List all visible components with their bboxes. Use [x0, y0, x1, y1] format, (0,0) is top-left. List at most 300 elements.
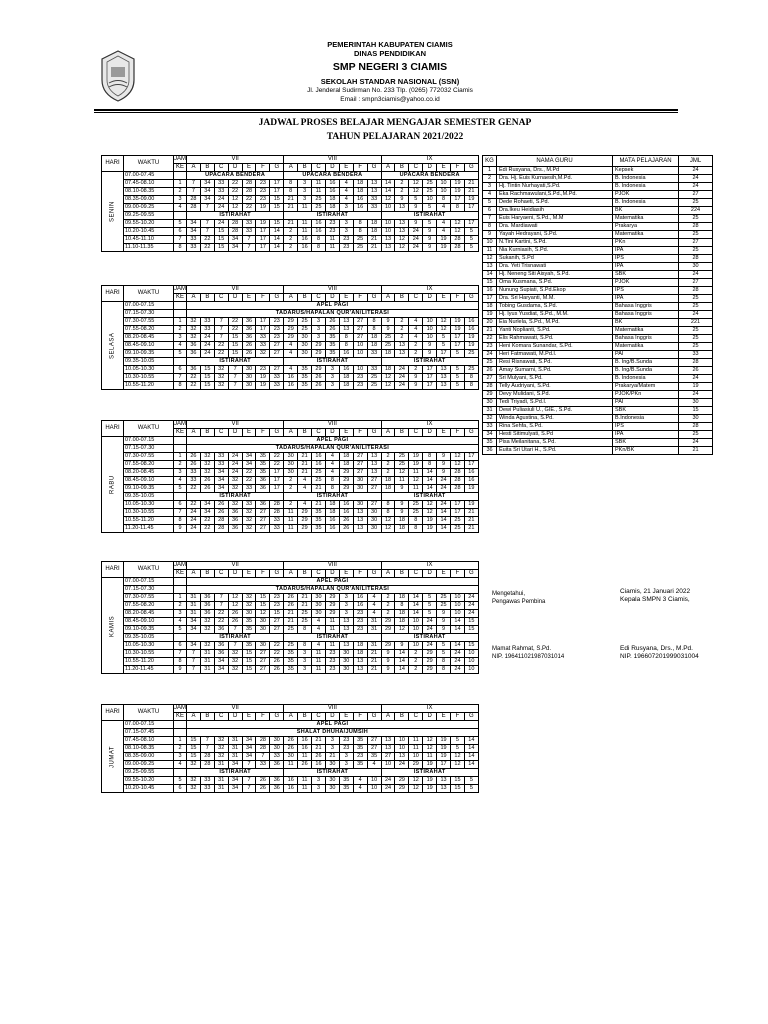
teacher-code-cell: 5 — [464, 785, 478, 793]
teacher-code-cell: 12 — [381, 196, 395, 204]
teacher-code-cell: 19 — [423, 525, 437, 533]
teacher-code-cell: 28 — [242, 180, 256, 188]
teacher-hours: 24 — [679, 167, 713, 175]
teacher-code-cell: 8 — [353, 228, 367, 236]
teacher-code: 33 — [483, 423, 497, 431]
teacher-code-cell: 18 — [325, 196, 339, 204]
teacher-code-cell: 15 — [451, 785, 465, 793]
teacher-code-cell: 25 — [312, 196, 326, 204]
teacher-code-cell: 29 — [409, 761, 423, 769]
teacher-code-cell: 10 — [437, 180, 451, 188]
teacher-code-cell: 22 — [200, 236, 214, 244]
teacher-name: Oma Kusmana, S.Pd. — [497, 279, 613, 287]
schedule-row — [102, 382, 479, 390]
schedule-row — [102, 509, 479, 517]
teacher-code-cell: 11 — [312, 180, 326, 188]
teacher-code-cell: 27 — [367, 477, 381, 485]
teacher-row — [483, 199, 713, 207]
nama-guru-header: NAMA GURU — [497, 156, 613, 167]
teacher-code-cell: 23 — [353, 626, 367, 634]
teacher-code-cell: 32 — [228, 658, 242, 666]
teacher-code-cell: 16 — [312, 761, 326, 769]
grade-viii-header: VIII — [284, 156, 381, 164]
teacher-code-cell: 24 — [451, 650, 465, 658]
teacher-subject: IPA — [613, 431, 679, 439]
teacher-code-cell: 30 — [325, 785, 339, 793]
teacher-code-cell: 11 — [325, 618, 339, 626]
teacher-code-cell: 15 — [464, 642, 478, 650]
teacher-code-cell: 16 — [353, 196, 367, 204]
teacher-code-cell: 26 — [214, 509, 228, 517]
teacher-code-cell: 30 — [242, 382, 256, 390]
teacher-code-cell: 34 — [242, 737, 256, 745]
time-slot: 07.55-08.20 — [124, 602, 174, 610]
teacher-code-cell: 33 — [200, 785, 214, 793]
teacher-code-cell: 34 — [200, 180, 214, 188]
kg-header: KG — [483, 156, 497, 167]
teacher-code-cell: 29 — [381, 642, 395, 650]
teacher-code-cell: 31 — [214, 761, 228, 769]
teacher-code-cell: 10 — [451, 602, 465, 610]
teacher-code-cell: 12 — [228, 602, 242, 610]
teacher-code-cell: 31 — [228, 737, 242, 745]
teacher-code-cell: 17 — [423, 366, 437, 374]
teacher-row — [483, 319, 713, 327]
teacher-code-cell: 18 — [367, 220, 381, 228]
teacher-code-cell: 11 — [325, 642, 339, 650]
schedule-row — [102, 342, 479, 350]
teacher-subject: Matematika — [613, 231, 679, 239]
teacher-hours: 28 — [679, 223, 713, 231]
class-header: B — [200, 429, 214, 437]
class-header: B — [395, 713, 409, 721]
teacher-code-cell: 14 — [464, 761, 478, 769]
class-header: A — [381, 570, 395, 578]
teacher-code-cell: 32 — [214, 374, 228, 382]
time-slot: 08.20-08.45 — [124, 610, 174, 618]
teacher-hours: 28 — [679, 255, 713, 263]
teacher-code-cell: 24 — [437, 477, 451, 485]
teacher-code-cell: 8 — [409, 525, 423, 533]
teacher-code-cell: 27 — [270, 350, 284, 358]
teacher-code-cell: 25 — [381, 342, 395, 350]
teacher-code-cell: 14 — [437, 517, 451, 525]
teacher-code-cell: 27 — [367, 485, 381, 493]
time-slot: 08.45-09.10 — [124, 618, 174, 626]
teacher-hours: 28 — [679, 423, 713, 431]
teacher-code-cell: 7 — [187, 650, 201, 658]
class-header: G — [464, 294, 478, 302]
class-header: B — [395, 294, 409, 302]
teacher-hours: 21 — [679, 447, 713, 455]
teacher-code-cell: 8 — [381, 501, 395, 509]
class-header: B — [395, 570, 409, 578]
teacher-code-cell: 35 — [298, 382, 312, 390]
teacher-code-cell: 23 — [325, 650, 339, 658]
teacher-code-cell: 32 — [187, 785, 201, 793]
period-number: 2 — [174, 602, 187, 610]
teacher-code-cell: 34 — [214, 469, 228, 477]
teacher-code-cell: 18 — [339, 461, 353, 469]
class-header: E — [242, 294, 256, 302]
teacher-subject: IPS — [613, 423, 679, 431]
class-header: G — [464, 713, 478, 721]
teacher-code-cell: 28 — [270, 501, 284, 509]
activity-cell: APEL PAGI — [187, 578, 479, 586]
teacher-code-cell: 5 — [451, 374, 465, 382]
teacher-code-cell: 4 — [298, 477, 312, 485]
teacher-code-cell: 25 — [395, 453, 409, 461]
teacher-code-cell: 35 — [256, 461, 270, 469]
mata-pelajaran-header: MATA PELAJARAN — [613, 156, 679, 167]
class-header: C — [214, 164, 228, 172]
teacher-code-cell: 31 — [187, 594, 201, 602]
teacher-code-cell: 7 — [187, 188, 201, 196]
teacher-code-cell: 26 — [228, 618, 242, 626]
teacher-code-cell: 11 — [325, 244, 339, 252]
teacher-code: 13 — [483, 263, 497, 271]
teacher-code-cell: 35 — [284, 666, 298, 674]
teacher-code-cell: 13 — [339, 642, 353, 650]
teacher-code-cell: 27 — [270, 342, 284, 350]
time-slot: 07.00-07.15 — [124, 302, 174, 310]
time-slot: 07.30-07.55 — [124, 453, 174, 461]
period-number: 3 — [174, 334, 187, 342]
header-row — [102, 421, 479, 429]
period-number: 5 — [174, 777, 187, 785]
teacher-code-cell: 9 — [437, 461, 451, 469]
teacher-code-cell: 12 — [381, 517, 395, 525]
teacher-name: Eia Nurlela, S.Pd., M.Pd. — [497, 319, 613, 327]
time-slot: 10.20-10.45 — [124, 228, 174, 236]
teacher-code-cell: 28 — [228, 220, 242, 228]
teacher-code-cell: 25 — [312, 469, 326, 477]
teacher-code-cell: 7 — [214, 334, 228, 342]
teacher-code-cell: 23 — [339, 737, 353, 745]
teacher-code-cell: 27 — [381, 753, 395, 761]
activity-cell: APEL PAGI — [187, 302, 479, 310]
teacher-code-cell: 19 — [464, 196, 478, 204]
teacher-code-cell: 26 — [270, 658, 284, 666]
teacher-code-cell: 27 — [270, 618, 284, 626]
teacher-name: Heni Komara Sunandar, S.Pd. — [497, 343, 613, 351]
teacher-code-cell: 35 — [256, 469, 270, 477]
teacher-code-cell: 16 — [353, 204, 367, 212]
teacher-code-cell: 10 — [381, 228, 395, 236]
teacher-hours: 24 — [679, 311, 713, 319]
teacher-hours: 26 — [679, 367, 713, 375]
class-header: D — [423, 429, 437, 437]
teacher-code-cell: 11 — [298, 785, 312, 793]
teacher-code-cell: 9 — [381, 318, 395, 326]
teacher-code-cell: 28 — [200, 753, 214, 761]
schedule-table-senin — [101, 155, 479, 252]
activity-cell: ISTIRAHAT — [381, 493, 478, 501]
period-number: 6 — [174, 785, 187, 793]
time-slot: 07.00-07.15 — [124, 437, 174, 445]
teacher-code-cell: 27 — [367, 745, 381, 753]
teacher-code-cell: 33 — [256, 761, 270, 769]
teacher-code-cell: 4 — [284, 366, 298, 374]
period-number: 1 — [174, 737, 187, 745]
teacher-code-cell: 17 — [256, 244, 270, 252]
teacher-code-cell: 29 — [339, 469, 353, 477]
teacher-code-cell: 29 — [284, 326, 298, 334]
teacher-code-cell: 17 — [270, 188, 284, 196]
teacher-code-cell: 7 — [228, 382, 242, 390]
teacher-code-cell: 33 — [187, 477, 201, 485]
teacher-code-cell: 22 — [228, 180, 242, 188]
teacher-code-cell: 31 — [200, 666, 214, 674]
teacher-code-cell: 24 — [214, 204, 228, 212]
teacher-code-cell: 2 — [381, 469, 395, 477]
class-header: C — [214, 429, 228, 437]
teacher-code-cell: 30 — [256, 642, 270, 650]
teacher-code-cell: 18 — [395, 618, 409, 626]
activity-cell: ISTIRAHAT — [284, 212, 381, 220]
teacher-code-cell: 24 — [409, 244, 423, 252]
period-number: 6 — [174, 228, 187, 236]
teacher-code-cell: 12 — [228, 196, 242, 204]
teacher-code-cell: 24 — [214, 220, 228, 228]
teacher-code: 27 — [483, 375, 497, 383]
teacher-code-cell: 36 — [187, 342, 201, 350]
teacher-code-cell: 4 — [339, 180, 353, 188]
teacher-code-cell: 25 — [423, 188, 437, 196]
teacher-code-cell: 13 — [395, 220, 409, 228]
teacher-code-cell: 30 — [325, 761, 339, 769]
teacher-code-cell: 19 — [451, 180, 465, 188]
teacher-code-cell: 5 — [464, 244, 478, 252]
teacher-code-cell: 7 — [200, 228, 214, 236]
teacher-code-cell: 33 — [187, 469, 201, 477]
teacher-list-table — [482, 155, 713, 455]
teacher-code-cell: 3 — [325, 374, 339, 382]
teacher-code-cell: 33 — [367, 204, 381, 212]
teacher-code-cell: 3 — [325, 745, 339, 753]
teacher-code-cell: 21 — [312, 745, 326, 753]
teacher-code-cell: 11 — [325, 626, 339, 634]
teacher-subject: IPS — [613, 255, 679, 263]
teacher-row — [483, 231, 713, 239]
teacher-code-cell: 22 — [214, 342, 228, 350]
period-number: 3 — [174, 469, 187, 477]
class-header: E — [339, 164, 353, 172]
letterhead-divider-thin — [94, 112, 678, 113]
schedule-table-selasa — [101, 285, 479, 390]
schedule-row — [102, 220, 479, 228]
teacher-code-cell: 29 — [312, 350, 326, 358]
teacher-code-cell: 13 — [381, 737, 395, 745]
teacher-code: 9 — [483, 231, 497, 239]
teacher-code-cell: 17 — [270, 485, 284, 493]
teacher-code-cell: 19 — [423, 761, 437, 769]
teacher-code-cell: 26 — [284, 602, 298, 610]
teacher-code-cell: 36 — [200, 602, 214, 610]
teacher-name: Tobing Gusdama, S.Pd. — [497, 303, 613, 311]
class-header: C — [312, 294, 326, 302]
schedule-row — [102, 244, 479, 252]
teacher-code-cell: 24 — [423, 642, 437, 650]
time-slot: 08.10-08.35 — [124, 745, 174, 753]
teacher-code-cell: 29 — [381, 618, 395, 626]
grade-vii-header: VII — [187, 156, 284, 164]
teacher-code-cell: 15 — [270, 204, 284, 212]
teacher-code-cell: 33 — [242, 501, 256, 509]
teacher-code-cell: 31 — [214, 777, 228, 785]
teacher-code-cell: 17 — [437, 761, 451, 769]
teacher-code-cell: 23 — [270, 594, 284, 602]
grade-ix-header: IX — [381, 562, 478, 570]
teacher-code-cell: 8 — [325, 477, 339, 485]
teacher-code-cell: 25 — [451, 525, 465, 533]
teacher-code-cell: 19 — [409, 461, 423, 469]
schedule-row — [102, 721, 479, 729]
schedule-row — [102, 302, 479, 310]
schedule-row — [102, 477, 479, 485]
teacher-row — [483, 439, 713, 447]
teacher-code-cell: 24 — [395, 761, 409, 769]
teacher-code-cell: 18 — [325, 509, 339, 517]
teacher-code-cell: 3 — [298, 666, 312, 674]
teacher-code-cell: 26 — [228, 610, 242, 618]
grade-viii-header: VIII — [284, 421, 381, 429]
teacher-code-cell: 13 — [367, 180, 381, 188]
teacher-code-cell: 23 — [256, 196, 270, 204]
teacher-code-cell: 30 — [284, 753, 298, 761]
teacher-code-cell: 27 — [256, 509, 270, 517]
teacher-code-cell: 24 — [451, 666, 465, 674]
teacher-code-cell: 32 — [242, 517, 256, 525]
teacher-code-cell: 9 — [381, 650, 395, 658]
teacher-code-cell: 26 — [284, 745, 298, 753]
teacher-code-cell: 23 — [325, 220, 339, 228]
schedule-row — [102, 586, 479, 594]
period-number — [174, 729, 187, 737]
teacher-code-cell: 9 — [423, 236, 437, 244]
letterhead-divider — [94, 109, 678, 111]
teacher-code-cell: 15 — [214, 236, 228, 244]
schedule-row — [102, 310, 479, 318]
teacher-code-cell: 10 — [464, 666, 478, 674]
teacher-row — [483, 391, 713, 399]
teacher-code-cell: 35 — [242, 618, 256, 626]
teacher-code-cell: 34 — [228, 785, 242, 793]
teacher-code-cell: 2 — [409, 650, 423, 658]
teacher-code-cell: 12 — [395, 469, 409, 477]
teacher-code-cell: 13 — [353, 666, 367, 674]
title-line-1: JADWAL PROSES BELAJAR MENGAJAR SEMESTER GENAP — [258, 118, 532, 128]
teacher-subject: B. Indonesia — [613, 175, 679, 183]
teacher-row — [483, 415, 713, 423]
teacher-code-cell: 36 — [228, 509, 242, 517]
class-header: C — [409, 294, 423, 302]
teacher-name: Euis Haryaeni, S.Pd., M.M — [497, 215, 613, 223]
teacher-code-cell: 4 — [312, 618, 326, 626]
teacher-hours: 30 — [679, 263, 713, 271]
teacher-code-cell: 22 — [200, 517, 214, 525]
teacher-code-cell: 28 — [451, 477, 465, 485]
class-header: C — [409, 713, 423, 721]
teacher-code-cell: 23 — [256, 180, 270, 188]
period-number: 2 — [174, 326, 187, 334]
teacher-code-cell: 30 — [298, 334, 312, 342]
teacher-code-cell: 15 — [228, 342, 242, 350]
teacher-code-cell: 9 — [395, 509, 409, 517]
teacher-code-cell: 33 — [270, 374, 284, 382]
teacher-code-cell: 34 — [242, 453, 256, 461]
time-slot: 07.45-08.10 — [124, 180, 174, 188]
teacher-code-cell: 35 — [242, 642, 256, 650]
period-number — [174, 721, 187, 729]
teacher-code: 3 — [483, 183, 497, 191]
teacher-code-cell: 5 — [451, 737, 465, 745]
activity-cell: ISTIRAHAT — [187, 769, 284, 777]
teacher-code-cell: 32 — [200, 618, 214, 626]
teacher-code-cell: 3 — [298, 180, 312, 188]
class-header: D — [325, 713, 339, 721]
teacher-code-cell: 15 — [187, 753, 201, 761]
teacher-code-cell: 16 — [339, 501, 353, 509]
teacher-hours: 224 — [679, 207, 713, 215]
period-number: 3 — [174, 610, 187, 618]
schedule-row — [102, 666, 479, 674]
class-header: B — [298, 294, 312, 302]
title-line-2: TAHUN PELAJARAN 2021/2022 — [326, 132, 464, 143]
teacher-code-cell: 35 — [325, 350, 339, 358]
time-slot: 10.55-11.20 — [124, 517, 174, 525]
teacher-code-cell: 7 — [242, 777, 256, 785]
teacher-code-cell: 26 — [242, 342, 256, 350]
period-number: 5 — [174, 350, 187, 358]
teacher-code-cell: 23 — [270, 326, 284, 334]
class-header: D — [325, 294, 339, 302]
teacher-code-cell: 18 — [367, 342, 381, 350]
teacher-code-cell: 16 — [284, 785, 298, 793]
period-number: 5 — [174, 626, 187, 634]
schedule-row — [102, 318, 479, 326]
class-header: G — [464, 429, 478, 437]
grade-vii-header: VII — [187, 705, 284, 713]
activity-cell: UPACARA BENDERA — [284, 172, 381, 180]
teacher-code-cell: 25 — [298, 326, 312, 334]
teacher-code-cell: 14 — [451, 626, 465, 634]
teacher-code-cell: 26 — [298, 761, 312, 769]
schedule-row — [102, 761, 479, 769]
teacher-code-cell: 16 — [464, 326, 478, 334]
time-slot: 10.05-10.30 — [124, 366, 174, 374]
teacher-code-cell: 4 — [353, 785, 367, 793]
teacher-hours: 25 — [679, 231, 713, 239]
teacher-code-cell: 26 — [187, 461, 201, 469]
teacher-name: Sukanih, S.Pd — [497, 255, 613, 263]
teacher-code-cell: 28 — [214, 525, 228, 533]
teacher-hours: 24 — [679, 375, 713, 383]
teacher-code-cell: 25 — [284, 642, 298, 650]
teacher-code-cell: 22 — [270, 642, 284, 650]
class-header: B — [200, 164, 214, 172]
teacher-code-cell: 3 — [298, 188, 312, 196]
teacher-code-cell: 33 — [367, 196, 381, 204]
class-header: D — [423, 570, 437, 578]
teacher-code-cell: 9 — [437, 453, 451, 461]
supervisor-name: Mamat Rahmat, S.Pd. — [492, 646, 552, 652]
period-number: 4 — [174, 204, 187, 212]
class-header: A — [284, 429, 298, 437]
activity-cell: APEL PAGI — [187, 721, 479, 729]
teacher-code-cell: 13 — [437, 374, 451, 382]
teacher-code-cell: 18 — [353, 642, 367, 650]
